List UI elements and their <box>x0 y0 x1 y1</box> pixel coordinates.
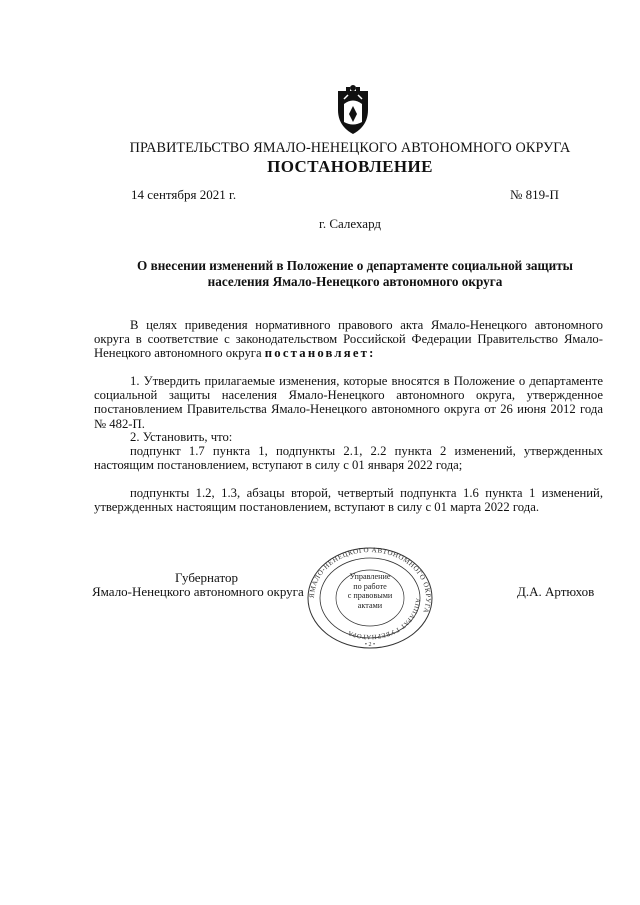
item-2-paragraph: 2. Установить, что: <box>130 430 233 444</box>
stamp-center-line: Управление <box>349 572 391 581</box>
document-number: № 819-П <box>510 187 559 202</box>
stamp-outer-text: ЯМАЛО-НЕНЕЦКОГО АВТОНОМНОГО ОКРУГА <box>307 546 433 615</box>
signatory-name: Д.А. Артюхов <box>517 584 595 599</box>
item-2a-paragraph: подпункт 1.7 пункта 1, подпункты 2.1, 2.2 пункта 2 изменений, утвержденных настоящим постановлением, вступают в силу с 01 января 2022 года; <box>94 444 603 473</box>
document-subject <box>100 258 610 290</box>
subject-line-2: населения Ямало-Ненецкого автономного округа <box>207 274 503 289</box>
signatory-organization: Ямало-Ненецкого автономного округа <box>92 584 304 599</box>
stamp-inner-text: АППАРАТ ГУБЕРНАТОРА <box>346 597 422 641</box>
document-type-heading: ПОСТАНОВЛЕНИЕ <box>267 157 433 176</box>
subject-line-1: О внесении изменений в Положение о департаменте социальной защиты <box>137 258 573 273</box>
stamp-center-line: актами <box>357 600 383 610</box>
signatory-title: Губернатор <box>175 570 238 585</box>
document-date: 14 сентября 2021 г. <box>131 187 237 202</box>
stamp-center-line: по работе <box>353 581 387 591</box>
stamp-number: • 2 • <box>364 642 376 648</box>
coat-of-arms-icon <box>331 82 375 136</box>
intro-paragraph <box>94 318 603 361</box>
stamp-center-text <box>333 572 407 610</box>
document-city: г. Салехард <box>318 216 382 231</box>
stamp-center-line: с правовыми <box>347 591 393 601</box>
item-1-paragraph: 1. Утвердить прилагаемые изменения, которые вносятся в Положение о департаменте социальной защиты населения Ямало-Ненецкого автономного округа, утвержденное постановлением Правительства Ямало-Ненецкого автономного округа от 26 июня 2012 года № 482-П. <box>94 374 603 431</box>
item-2b-paragraph: подпункты 1.2, 1.3, абзацы второй, четвертый подпункта 1.6 пункта 1 изменений, утвержденных настоящим постановлением, вступают в силу с 01 марта 2022 года. <box>94 486 603 515</box>
government-title: ПРАВИТЕЛЬСТВО ЯМАЛО-НЕНЕЦКОГО АВТОНОМНОГО ОКРУГА <box>129 140 571 156</box>
intro-text: В целях приведения нормативного правового акта Ямало-Ненецкого автономного округа в соответствие с законодательством Российской Федерации Правительство Ямало-Ненецкого автономного округа <box>94 318 603 361</box>
resolves-word: постановляет: <box>264 346 376 361</box>
